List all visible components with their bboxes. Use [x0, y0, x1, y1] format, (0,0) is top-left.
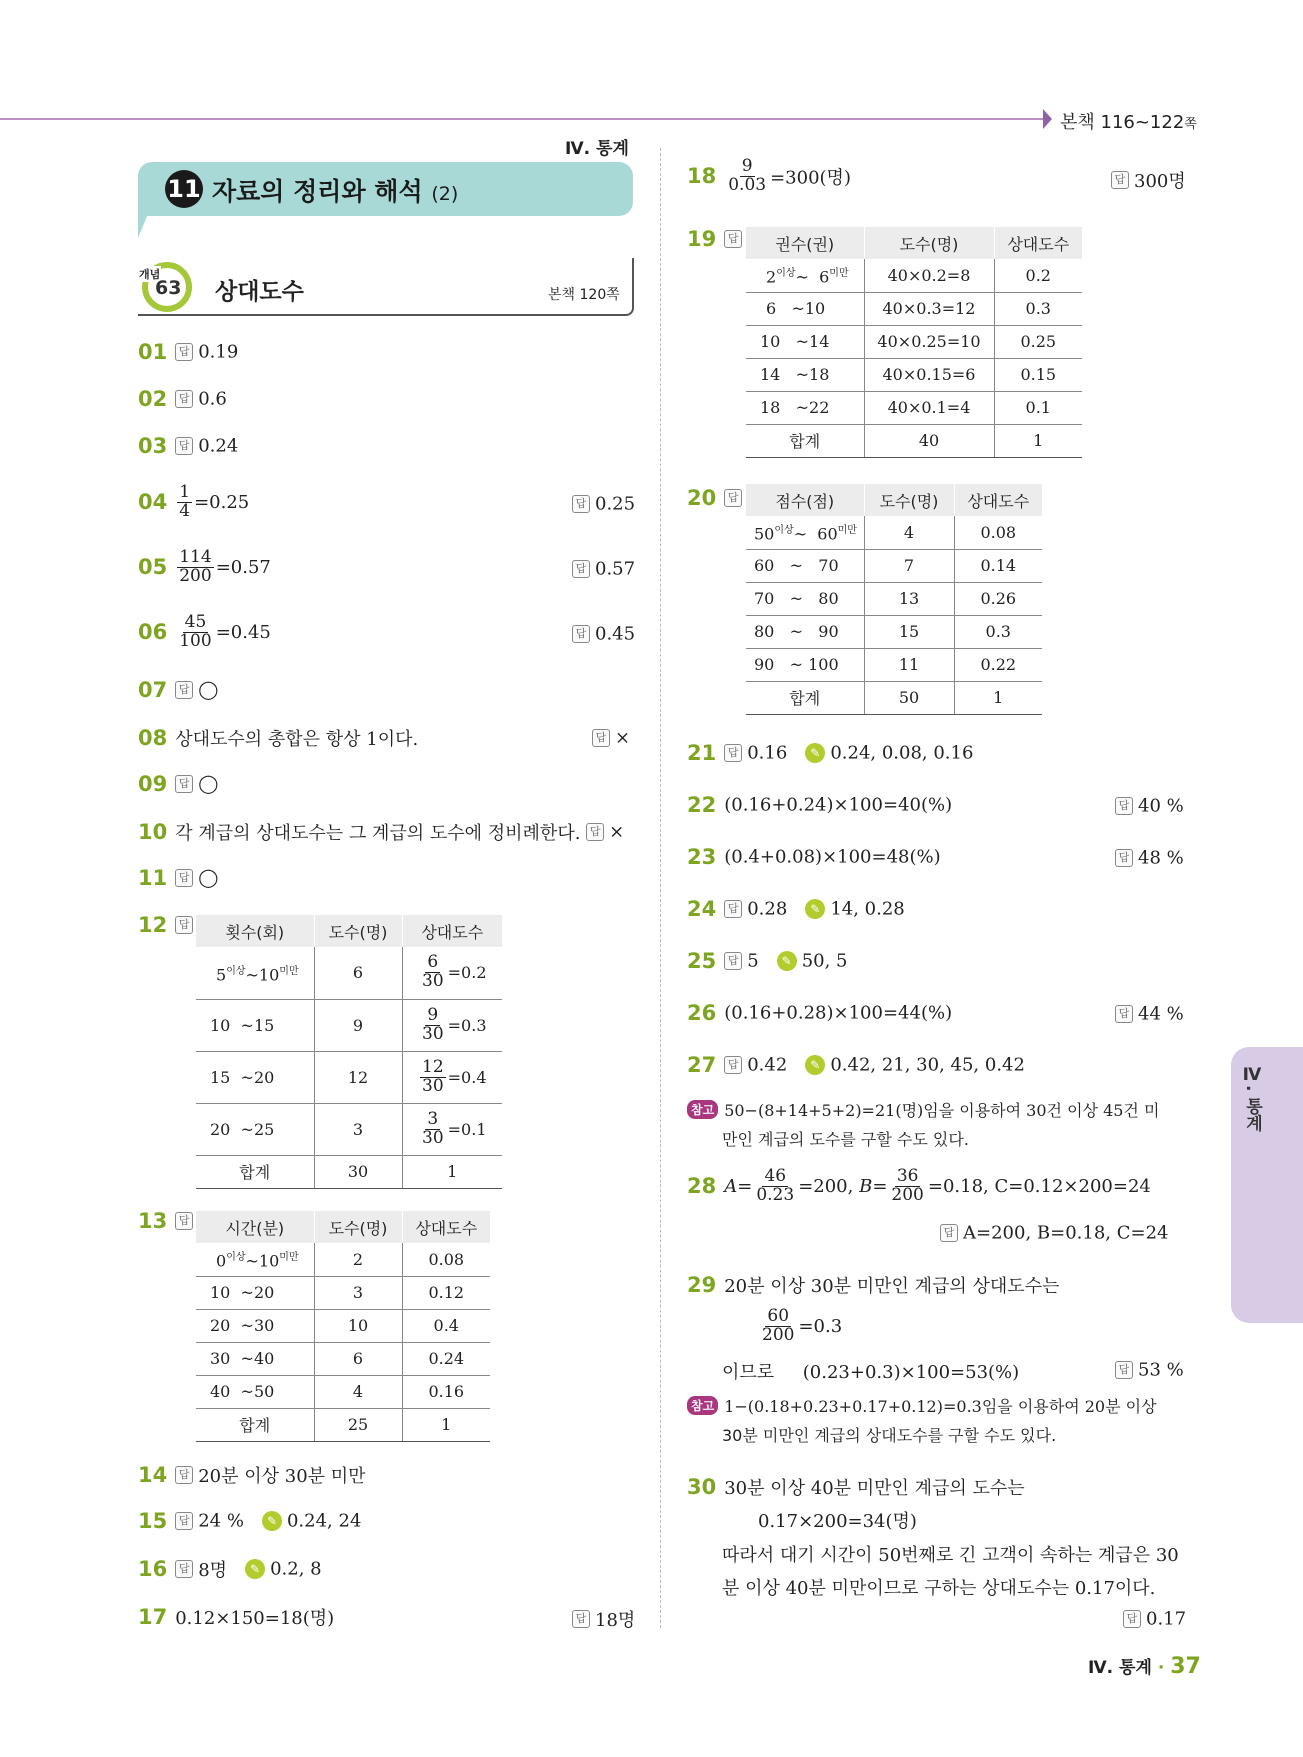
answer-icon: 답: [175, 681, 193, 699]
answer-icon: 답: [175, 1512, 193, 1530]
answer-icon: 답: [175, 1560, 193, 1578]
question-11: 11 답 ◯: [138, 866, 219, 890]
answer-29: 답 53 %: [1115, 1359, 1184, 1381]
question-27: 27 답 0.42 ✎ 0.42, 21, 30, 45, 0.42: [687, 1053, 1025, 1077]
table-q13: [196, 1211, 490, 1442]
question-19: 19 답: [687, 227, 747, 251]
question-20: 20 답: [687, 486, 747, 510]
answer-icon: 답: [572, 560, 590, 578]
table-row: 15 ~20 12 $\frac{12}{30}$ =0.4: [196, 1051, 502, 1103]
table-row: 14 ~18 40×0.15=6 0.15: [746, 358, 1082, 391]
table-q19: [746, 227, 1082, 458]
answer-17: 답 18명: [572, 1606, 635, 1632]
top-rule: [0, 118, 1045, 120]
concept-title: 상대도수: [215, 279, 304, 305]
q30-line2: 0.17×200=34(명): [758, 1511, 917, 1532]
answer-icon: 답: [1123, 1610, 1141, 1628]
answer-icon: 답: [1115, 1361, 1133, 1379]
section-title: 자료의 정리와 해석 (2): [212, 177, 459, 206]
question-18: 18 $\frac{9}{0.03}$ =300(명): [687, 156, 851, 195]
table-row: $50^{이상}\sim$ $60^{미만}$ 4 0.08: [746, 516, 1042, 549]
question-30: 30 30분 이상 40분 미만인 계급의 도수는: [687, 1475, 1025, 1499]
chapter-label: Ⅳ. 통계: [565, 139, 629, 159]
answer-icon: 답: [175, 390, 193, 408]
answer-icon: 답: [1111, 171, 1129, 189]
question-16: 16 답 8명 ✎ 0.2, 8: [138, 1557, 322, 1581]
question-24: 24 답 0.28 ✎ 14, 0.28: [687, 897, 905, 921]
answer-28: 답 A=200, B=0.18, C=24: [940, 1222, 1168, 1244]
table-header: 시간(분) 도수(명) 상대도수: [196, 1211, 490, 1243]
question-04: 04 $\frac{1}{4}$ =0.25: [138, 482, 250, 521]
question-03: 03 답 0.24: [138, 434, 239, 458]
table-row: 10 ~15 9 $\frac{9}{30}$ =0.3: [196, 999, 502, 1051]
question-02: 02 답 0.6: [138, 387, 227, 411]
table-row: 20 ~25 3 $\frac{3}{30}$ =0.1: [196, 1103, 502, 1155]
q29-calc: 이므로 (0.23+0.3)×100=53(%): [722, 1362, 1020, 1383]
table-row: $5^{이상}\sim 10^{미만}$ 6 $\frac{6}{30}$ =0.2: [196, 947, 502, 999]
note-29: 참고 1−(0.18+0.23+0.17+0.12)=0.3임을 이용하여 20분 이상: [687, 1394, 1157, 1417]
pencil-icon: ✎: [805, 899, 825, 919]
question-05: 05 $\frac{114}{200}$ =0.57: [138, 547, 271, 586]
pencil-icon: ✎: [805, 1055, 825, 1075]
answer-08: 답 ×: [592, 727, 630, 749]
q29-fraction: $\frac{60}{200}$ =0.3: [762, 1306, 843, 1345]
note-29-line2: 30분 미만인 계급의 상대도수를 구할 수도 있다.: [722, 1426, 1057, 1445]
pencil-icon: ✎: [262, 1511, 282, 1531]
table-row: 70 ~ 80 13 0.26: [746, 582, 1042, 615]
table-sum-row: 합계 25 1: [196, 1408, 490, 1441]
answer-icon: 답: [175, 437, 193, 455]
answer-06: 답 0.45: [572, 623, 635, 645]
table-sum-row: 합계 40 1: [746, 424, 1082, 457]
answer-30: 답 0.17: [1123, 1608, 1186, 1630]
side-tab-label: Ⅳ. 통계: [1242, 1065, 1262, 1132]
table-row: 18 ~22 40×0.1=4 0.1: [746, 391, 1082, 424]
answer-05: 답 0.57: [572, 558, 635, 580]
concept-ref: 본책 120쪽: [548, 287, 620, 303]
answer-icon: 답: [572, 1610, 590, 1628]
concept-label: 개념: [139, 268, 161, 281]
question-26: 26 (0.16+0.28)×100=44(%): [687, 1001, 953, 1025]
page-footer: Ⅳ. 통계 · 37: [1088, 1654, 1201, 1679]
answer-icon: 답: [175, 916, 193, 934]
question-29: 29 20분 이상 30분 미만인 계급의 상대도수는: [687, 1273, 1060, 1297]
title-bar-tail: [138, 214, 148, 238]
question-21: 21 답 0.16 ✎ 0.24, 0.08, 0.16: [687, 741, 974, 765]
question-23: 23 (0.4+0.08)×100=48(%): [687, 845, 941, 869]
answer-icon: 답: [724, 1056, 742, 1074]
answer-icon: 답: [1115, 797, 1133, 815]
section-number: 11: [165, 170, 203, 208]
table-row: 6 ~10 40×0.3=12 0.3: [746, 292, 1082, 325]
question-15: 15 답 24 % ✎ 0.24, 24: [138, 1509, 362, 1533]
table-sum-row: 합계 50 1: [746, 681, 1042, 714]
answer-22: 답 40 %: [1115, 795, 1184, 817]
answer-18: 답 300명: [1111, 167, 1186, 193]
question-08: 08 상대도수의 총합은 항상 1이다.: [138, 726, 419, 750]
answer-icon: 답: [586, 823, 604, 841]
pencil-icon: ✎: [805, 743, 825, 763]
question-07: 07 답 ◯: [138, 678, 219, 702]
table-q12: [196, 915, 502, 1189]
question-28: 28 A= $\frac{46}{0.23}$ =200, B= $\frac{36}{200}$ =0.18, C=0.12×200=24: [687, 1166, 1151, 1205]
question-12: 12 답: [138, 913, 198, 937]
page-reference: 본책 116~122쪽: [1060, 112, 1197, 133]
question-13: 13 답: [138, 1209, 198, 1233]
table-row: $2^{이상}\sim$ $6^{미만}$ 40×0.2=8 0.2: [746, 259, 1082, 292]
answer-23: 답 48 %: [1115, 847, 1184, 869]
question-09: 09 답 ◯: [138, 772, 219, 796]
answer-icon: 답: [572, 625, 590, 643]
question-14: 14 답 20분 이상 30분 미만: [138, 1463, 366, 1487]
answer-icon: 답: [1115, 1005, 1133, 1023]
table-row: 40 ~50 4 0.16: [196, 1375, 490, 1408]
q30-line4: 분 이상 40분 미만이므로 구하는 상대도수는 0.17이다.: [722, 1578, 1156, 1599]
table-sum-row: 합계 30 1: [196, 1155, 502, 1188]
pencil-icon: ✎: [245, 1559, 265, 1579]
answer-icon: 답: [1115, 849, 1133, 867]
answer-icon: 답: [724, 489, 742, 507]
answer-26: 답 44 %: [1115, 1003, 1184, 1025]
answer-icon: 답: [175, 1212, 193, 1230]
note-27: 참고 50−(8+14+5+2)=21(명)임을 이용하여 30건 이상 45건 미: [687, 1098, 1159, 1121]
note-27-line2: 만인 계급의 도수를 구할 수도 있다.: [722, 1130, 969, 1149]
answer-icon: 답: [175, 775, 193, 793]
question-17: 17 0.12×150=18(명): [138, 1605, 335, 1629]
question-25: 25 답 5 ✎ 50, 5: [687, 949, 848, 973]
table-row: 10 ~14 40×0.25=10 0.25: [746, 325, 1082, 358]
table-header: 횟수(회) 도수(명) 상대도수: [196, 915, 502, 947]
table-row: 10 ~20 3 0.12: [196, 1276, 490, 1309]
answer-icon: 답: [724, 230, 742, 248]
page-number: 37: [1170, 1654, 1201, 1679]
pencil-icon: ✎: [777, 951, 797, 971]
table-header: 점수(점) 도수(명) 상대도수: [746, 484, 1042, 516]
answer-icon: 답: [940, 1224, 958, 1242]
note-badge: 참고: [687, 1100, 718, 1119]
question-06: 06 $\frac{45}{100}$ =0.45: [138, 612, 271, 651]
question-10: 10 각 계급의 상대도수는 그 계급의 도수에 정비례한다. 답 ×: [138, 820, 625, 844]
table-header: 권수(권) 도수(명) 상대도수: [746, 227, 1082, 259]
table-row: 80 ~ 90 15 0.3: [746, 615, 1042, 648]
answer-icon: 답: [175, 1466, 193, 1484]
q30-line3: 따라서 대기 시간이 50번째로 긴 고객이 속하는 계급은 30: [722, 1545, 1179, 1566]
question-22: 22 (0.16+0.24)×100=40(%): [687, 793, 953, 817]
answer-icon: 답: [592, 729, 610, 747]
question-01: 01 답 0.19: [138, 340, 239, 364]
table-row: 30 ~40 6 0.24: [196, 1342, 490, 1375]
answer-04: 답 0.25: [572, 493, 635, 515]
concept-number: 63: [155, 277, 182, 299]
note-badge: 참고: [687, 1396, 718, 1415]
table-row: $0^{이상}\sim 10^{미만}$ 2 0.08: [196, 1243, 490, 1276]
table-row: 90 ~ 100 11 0.22: [746, 648, 1042, 681]
answer-icon: 답: [724, 744, 742, 762]
answer-icon: 답: [175, 343, 193, 361]
answer-icon: 답: [175, 869, 193, 887]
answer-icon: 답: [724, 900, 742, 918]
answer-icon: 답: [572, 495, 590, 513]
arrow-icon: [1043, 109, 1052, 129]
table-row: 60 ~ 70 7 0.14: [746, 549, 1042, 582]
column-divider: [660, 148, 661, 1628]
table-q20: [746, 484, 1042, 715]
table-row: 20 ~30 10 0.4: [196, 1309, 490, 1342]
answer-icon: 답: [724, 952, 742, 970]
